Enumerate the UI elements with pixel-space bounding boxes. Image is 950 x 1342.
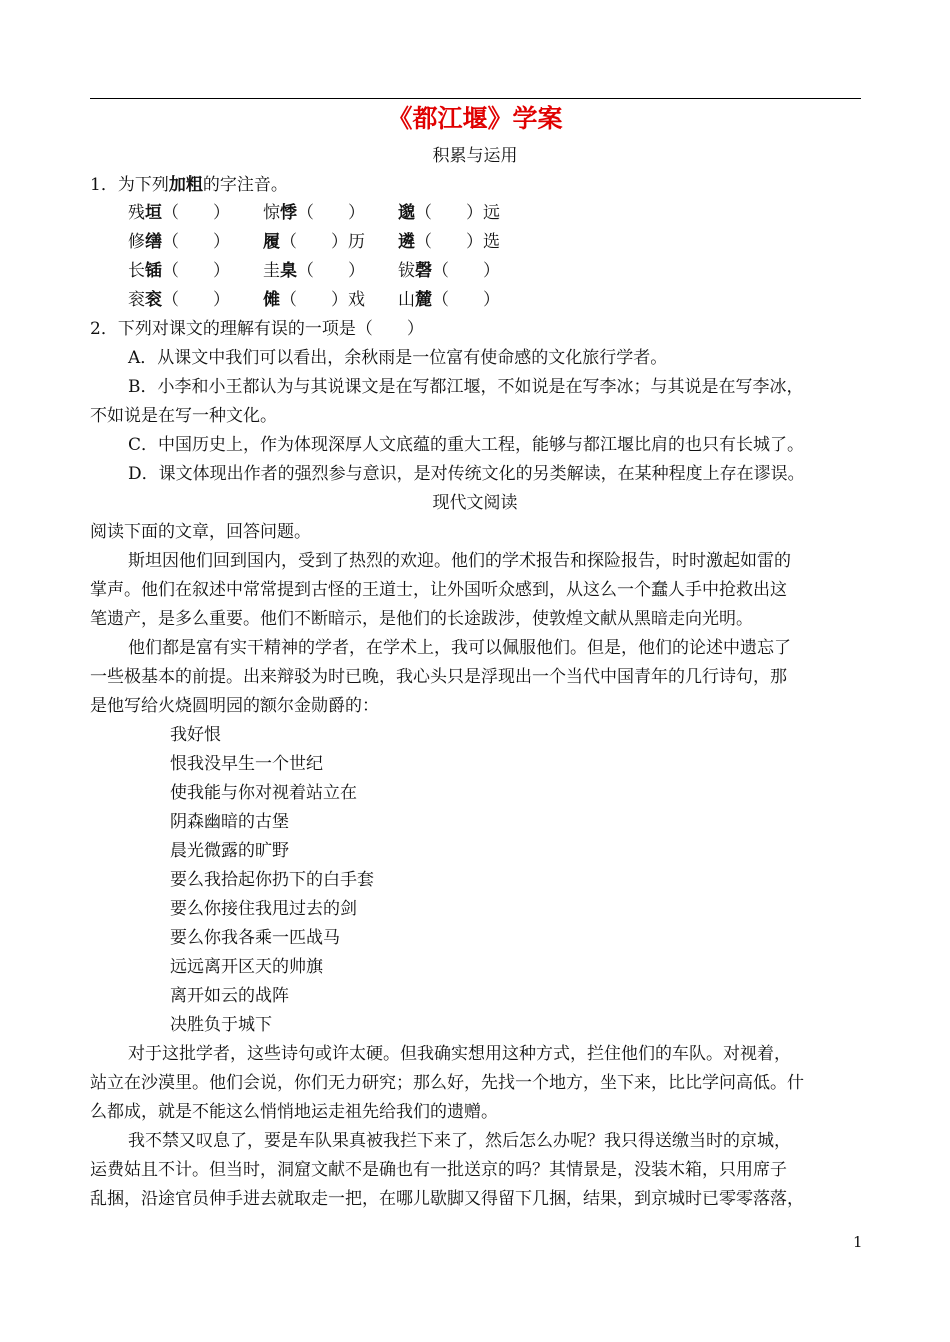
pinyin-item — [128, 260, 230, 282]
poem-line: 要么我拾起你扔下的白手套 — [170, 870, 374, 890]
pinyin-item-prefix: 修 — [128, 232, 145, 252]
option-b-continued: 不如说是在写一种文化。 — [90, 406, 277, 426]
paragraph-line: 我不禁又叹息了，要是车队果真被我拦下来了，然后怎么办呢？我只得送缴当时的京城， — [128, 1131, 791, 1151]
pinyin-item-blank: （ ） — [162, 261, 230, 281]
pinyin-item — [263, 289, 365, 311]
q1-prefix: 1．为下列 — [90, 175, 169, 195]
paragraph-line: 么都成，就是不能这么悄悄地运走祖先给我们的遗赠。 — [90, 1102, 498, 1122]
q1-suffix: 的字注音。 — [202, 175, 288, 195]
pinyin-item-bold-char: 臬 — [280, 261, 297, 281]
poem-line: 恨我没早生一个世纪 — [170, 754, 323, 774]
paragraph-line: 对于这批学者，这些诗句或许太硬。但我确实想用这种方式，拦住他们的车队。对视着， — [128, 1044, 791, 1064]
question-2-stem: 2．下列对课文的理解有误的一项是（ ） — [90, 319, 424, 339]
pinyin-item-prefix: 衮 — [128, 290, 145, 310]
pinyin-item-blank: （ ） — [162, 232, 230, 252]
pinyin-item-bold-char: 锸 — [145, 261, 162, 281]
paragraph-line: 乱捆，沿途官员伸手进去就取走一把，在哪儿歇脚又得留下几捆，结果，到京城时已零零落落， — [90, 1189, 804, 1209]
paragraph-line: 站立在沙漠里。他们会说，你们无力研究；那么好，先找一个地方，坐下来，比比学问高低。什 — [90, 1073, 804, 1093]
pinyin-item-prefix: 圭 — [263, 261, 280, 281]
q1-bold-word: 加粗 — [168, 175, 203, 195]
option-b: B．小李和小王都认为与其说课文是在写都江堰，不如说是在写李冰；与其说是在写李冰， — [128, 377, 804, 397]
pinyin-item-bold-char: 磬 — [415, 261, 432, 281]
section-heading-accumulation: 积累与运用 — [432, 146, 518, 166]
pinyin-item-prefix: 残 — [128, 203, 145, 223]
poem-line: 要么你我各乘一匹战马 — [170, 928, 340, 948]
pinyin-item-blank: （ ） — [162, 203, 230, 223]
paragraph-line: 一些极基本的前提。出来辩驳为时已晚，我心头只是浮现出一个当代中国青年的几行诗句，那 — [90, 667, 787, 687]
pinyin-item — [128, 289, 230, 311]
reading-instruction: 阅读下面的文章，回答问题。 — [90, 522, 311, 542]
pinyin-item-bold-char: 衮 — [145, 290, 162, 310]
pinyin-item-bold-char: 傩 — [263, 290, 280, 310]
option-d: D．课文体现出作者的强烈参与意识，是对传统文化的另类解读，在某种程度上存在谬误。 — [128, 464, 805, 484]
pinyin-item — [263, 202, 365, 224]
pinyin-item-bold-char: 缮 — [145, 232, 162, 252]
pinyin-item — [398, 231, 500, 253]
paragraph-line: 笔遗产，是多么重要。他们不断暗示，是他们的长途跋涉，使敦煌文献从黑暗走向光明。 — [90, 609, 753, 629]
pinyin-item-blank: （ ） — [162, 290, 230, 310]
pinyin-item-blank: （ ） — [297, 203, 365, 223]
poem-line: 使我能与你对视着站立在 — [170, 783, 357, 803]
pinyin-item-prefix: 惊 — [263, 203, 280, 223]
poem-line: 远远离开区天的帅旗 — [170, 957, 323, 977]
paragraph-line: 斯坦因他们回到国内，受到了热烈的欢迎。他们的学术报告和探险报告，时时激起如雷的 — [128, 551, 791, 571]
pinyin-item — [398, 289, 500, 311]
pinyin-item-bold-char: 垣 — [145, 203, 162, 223]
paragraph-line: 是他写给火烧圆明园的额尔金勋爵的： — [90, 696, 379, 716]
paragraph-line: 他们都是富有实干精神的学者，在学术上，我可以佩服他们。但是，他们的论述中遗忘了 — [128, 638, 791, 658]
poem-line: 离开如云的战阵 — [170, 986, 289, 1006]
pinyin-item-blank: （ ）历 — [280, 232, 365, 252]
pinyin-item — [398, 202, 500, 224]
pinyin-item-blank: （ ）远 — [415, 203, 500, 223]
paragraph-line: 运费姑且不计。但当时，洞窟文献不是确也有一批送京的吗？其情景是，没装木箱，只用席子 — [90, 1160, 787, 1180]
poem-line: 决胜负于城下 — [170, 1015, 272, 1035]
pinyin-item-blank: （ ）戏 — [280, 290, 365, 310]
pinyin-item-blank: （ ）选 — [415, 232, 500, 252]
pinyin-item-bold-char: 遴 — [398, 232, 415, 252]
pinyin-item-bold-char: 悸 — [280, 203, 297, 223]
poem-line: 要么你接住我甩过去的剑 — [170, 899, 357, 919]
pinyin-item-blank: （ ） — [432, 290, 500, 310]
pinyin-item — [128, 231, 230, 253]
pinyin-item-blank: （ ） — [297, 261, 365, 281]
pinyin-item — [263, 260, 365, 282]
page-title: 《都江堰》学案 — [387, 104, 563, 133]
poem-line: 我好恨 — [170, 725, 221, 745]
pinyin-item-prefix: 长 — [128, 261, 145, 281]
option-a: A．从课文中我们可以看出，余秋雨是一位富有使命感的文化旅行学者。 — [128, 348, 668, 368]
pinyin-item — [263, 231, 365, 253]
option-c: C．中国历史上，作为体现深厚人文底蕴的重大工程，能够与都江堰比肩的也只有长城了。 — [128, 435, 805, 455]
pinyin-item-bold-char: 邈 — [398, 203, 415, 223]
page-number: 1 — [853, 1233, 863, 1251]
poem-line: 晨光微露的旷野 — [170, 841, 289, 861]
pinyin-item-bold-char: 履 — [263, 232, 280, 252]
question-1 — [90, 174, 288, 196]
pinyin-item-prefix: 钹 — [398, 261, 415, 281]
pinyin-item — [398, 260, 500, 282]
paragraph-line: 掌声。他们在叙述中常常提到古怪的王道士，让外国听众感到，从这么一个蠢人手中抢救出这 — [90, 580, 787, 600]
pinyin-item-bold-char: 麓 — [415, 290, 432, 310]
poem-line: 阴森幽暗的古堡 — [170, 812, 289, 832]
header-rule — [90, 98, 861, 99]
pinyin-item — [128, 202, 230, 224]
pinyin-item-prefix: 山 — [398, 290, 415, 310]
pinyin-item-blank: （ ） — [432, 261, 500, 281]
section-heading-reading: 现代文阅读 — [432, 493, 518, 513]
